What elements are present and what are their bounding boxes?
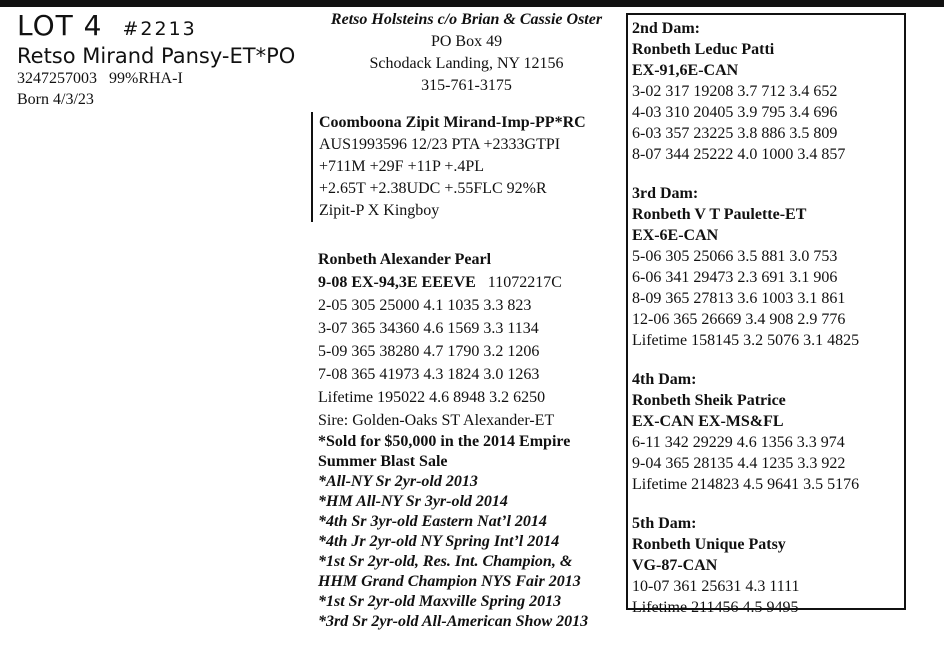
sire-line: +711M +29F +11P +.4PL [319, 158, 485, 175]
dam-record: 12-06 365 26669 3.4 908 2.9 776 [632, 311, 846, 328]
rha-value: 99%RHA-I [109, 70, 183, 87]
dam-honor: *3rd Sr 2yr-old All-American Show 2013 [318, 613, 589, 630]
dam-honor: *HM All-NY Sr 3yr-old 2014 [318, 493, 508, 510]
dam-name: Ronbeth Alexander Pearl [318, 251, 492, 268]
owner-po-box: PO Box 49 [430, 33, 503, 50]
animal-name: Retso Mirand Pansy-ET*PO [17, 44, 296, 68]
dam-registration: 11072217C [487, 274, 562, 291]
dam-label: 4th Dam: [632, 371, 697, 388]
dam-record: 5-06 305 25066 3.5 881 3.0 753 [632, 248, 838, 265]
owner-city: Schodack Landing, NY 12156 [369, 55, 564, 72]
dam-sire: Sire: Golden-Oaks ST Alexander-ET [318, 412, 555, 429]
dam-name: Ronbeth Leduc Patti [632, 41, 775, 58]
dam-record: 4-03 310 20405 3.9 795 3.4 696 [632, 104, 838, 121]
dam-honor: *4th Sr 3yr-old Eastern Nat’l 2014 [318, 513, 547, 530]
dam-record: 5-09 365 38280 4.7 1790 3.2 1206 [318, 343, 540, 360]
owner-phone: 315-761-3175 [421, 77, 512, 94]
dam-record: 2-05 305 25000 4.1 1035 3.3 823 [318, 297, 532, 314]
dam-honor: HHM Grand Champion NYS Fair 2013 [318, 573, 581, 590]
second-dam [632, 18, 904, 165]
dam-classification: EX-CAN EX-MS&FL [632, 413, 784, 430]
registration-line [17, 68, 307, 89]
dam-record: 8-09 365 27813 3.6 1003 3.1 861 [632, 290, 846, 307]
dam-honor: *All-NY Sr 2yr-old 2013 [318, 473, 478, 490]
dam-record: 6-06 341 29473 2.3 691 3.1 906 [632, 269, 838, 286]
sire-line: AUS1993596 12/23 PTA +2333GTPI [319, 136, 561, 153]
fifth-dam [632, 513, 904, 618]
dam-name: Ronbeth Sheik Patrice [632, 392, 786, 409]
dam-record: 3-07 365 34360 4.6 1569 3.3 1134 [318, 320, 539, 337]
dam-classification: EX-91,6E-CAN [632, 62, 739, 79]
lot-header [17, 9, 307, 110]
dam-name: Ronbeth V T Paulette-ET [632, 206, 807, 223]
sire-block [311, 112, 619, 222]
dam-sold: Summer Blast Sale [318, 453, 448, 470]
dam-sold: *Sold for $50,000 in the 2014 Empire [318, 433, 571, 450]
ancestor-dams-box [626, 13, 906, 616]
dam-label: 5th Dam: [632, 515, 697, 532]
dam-record: 9-04 365 28135 4.4 1235 3.3 922 [632, 455, 846, 472]
sire-line: Zipit-P X Kingboy [319, 202, 440, 219]
fourth-dam [632, 369, 904, 495]
lot-number: #2213 [122, 18, 197, 40]
dam-lifetime: Lifetime 158145 3.2 5076 3.1 4825 [632, 332, 860, 349]
pedigree-middle-column [318, 9, 623, 630]
dam-classification: VG-87-CAN [632, 557, 718, 574]
dam-honor: *4th Jr 2yr-old NY Spring Int’l 2014 [318, 533, 560, 550]
lot-title-line [17, 9, 307, 42]
dam-label: 3rd Dam: [632, 185, 699, 202]
lot-title: LOT 4 [17, 9, 103, 42]
dam-record: 6-11 342 29229 4.6 1356 3.3 974 [632, 434, 845, 451]
dam-record: 8-07 344 25222 4.0 1000 3.4 857 [632, 146, 846, 163]
birth-date: Born 4/3/23 [17, 91, 94, 108]
sire-line: +2.65T +2.38UDC +.55FLC 92%R [319, 180, 547, 197]
dam-name: Ronbeth Unique Patsy [632, 536, 786, 553]
dam-classification: 9-08 EX-94,3E EEEVE [318, 274, 476, 291]
dam-honor: *1st Sr 2yr-old Maxville Spring 2013 [318, 593, 562, 610]
dam-honor: *1st Sr 2yr-old, Res. Int. Champion, & [318, 553, 573, 570]
dam-record: 6-03 357 23225 3.8 886 3.5 809 [632, 125, 838, 142]
dam-block [318, 248, 623, 632]
dam-record: 7-08 365 41973 4.3 1824 3.0 1263 [318, 366, 540, 383]
dam-classification-line [318, 271, 623, 294]
dam-lifetime: Lifetime 214823 4.5 9641 3.5 5176 [632, 476, 860, 493]
owner-block [310, 9, 623, 97]
dam-record: 3-02 317 19208 3.7 712 3.4 652 [632, 83, 838, 100]
owner-name: Retso Holsteins c/o Brian & Cassie Oster [330, 11, 603, 28]
dam-lifetime: Lifetime 195022 4.6 8948 3.2 6250 [318, 389, 546, 406]
top-rule [0, 0, 944, 7]
dam-record: 10-07 361 25631 4.3 1111 [632, 578, 800, 595]
dam-lifetime: Lifetime 211456 4.5 9495 [632, 599, 799, 616]
third-dam [632, 183, 904, 351]
registration-number: 3247257003 [17, 70, 97, 87]
dam-classification: EX-6E-CAN [632, 227, 719, 244]
sire-name: Coomboona Zipit Mirand-Imp-PP*RC [319, 114, 586, 131]
dam-label: 2nd Dam: [632, 20, 701, 37]
